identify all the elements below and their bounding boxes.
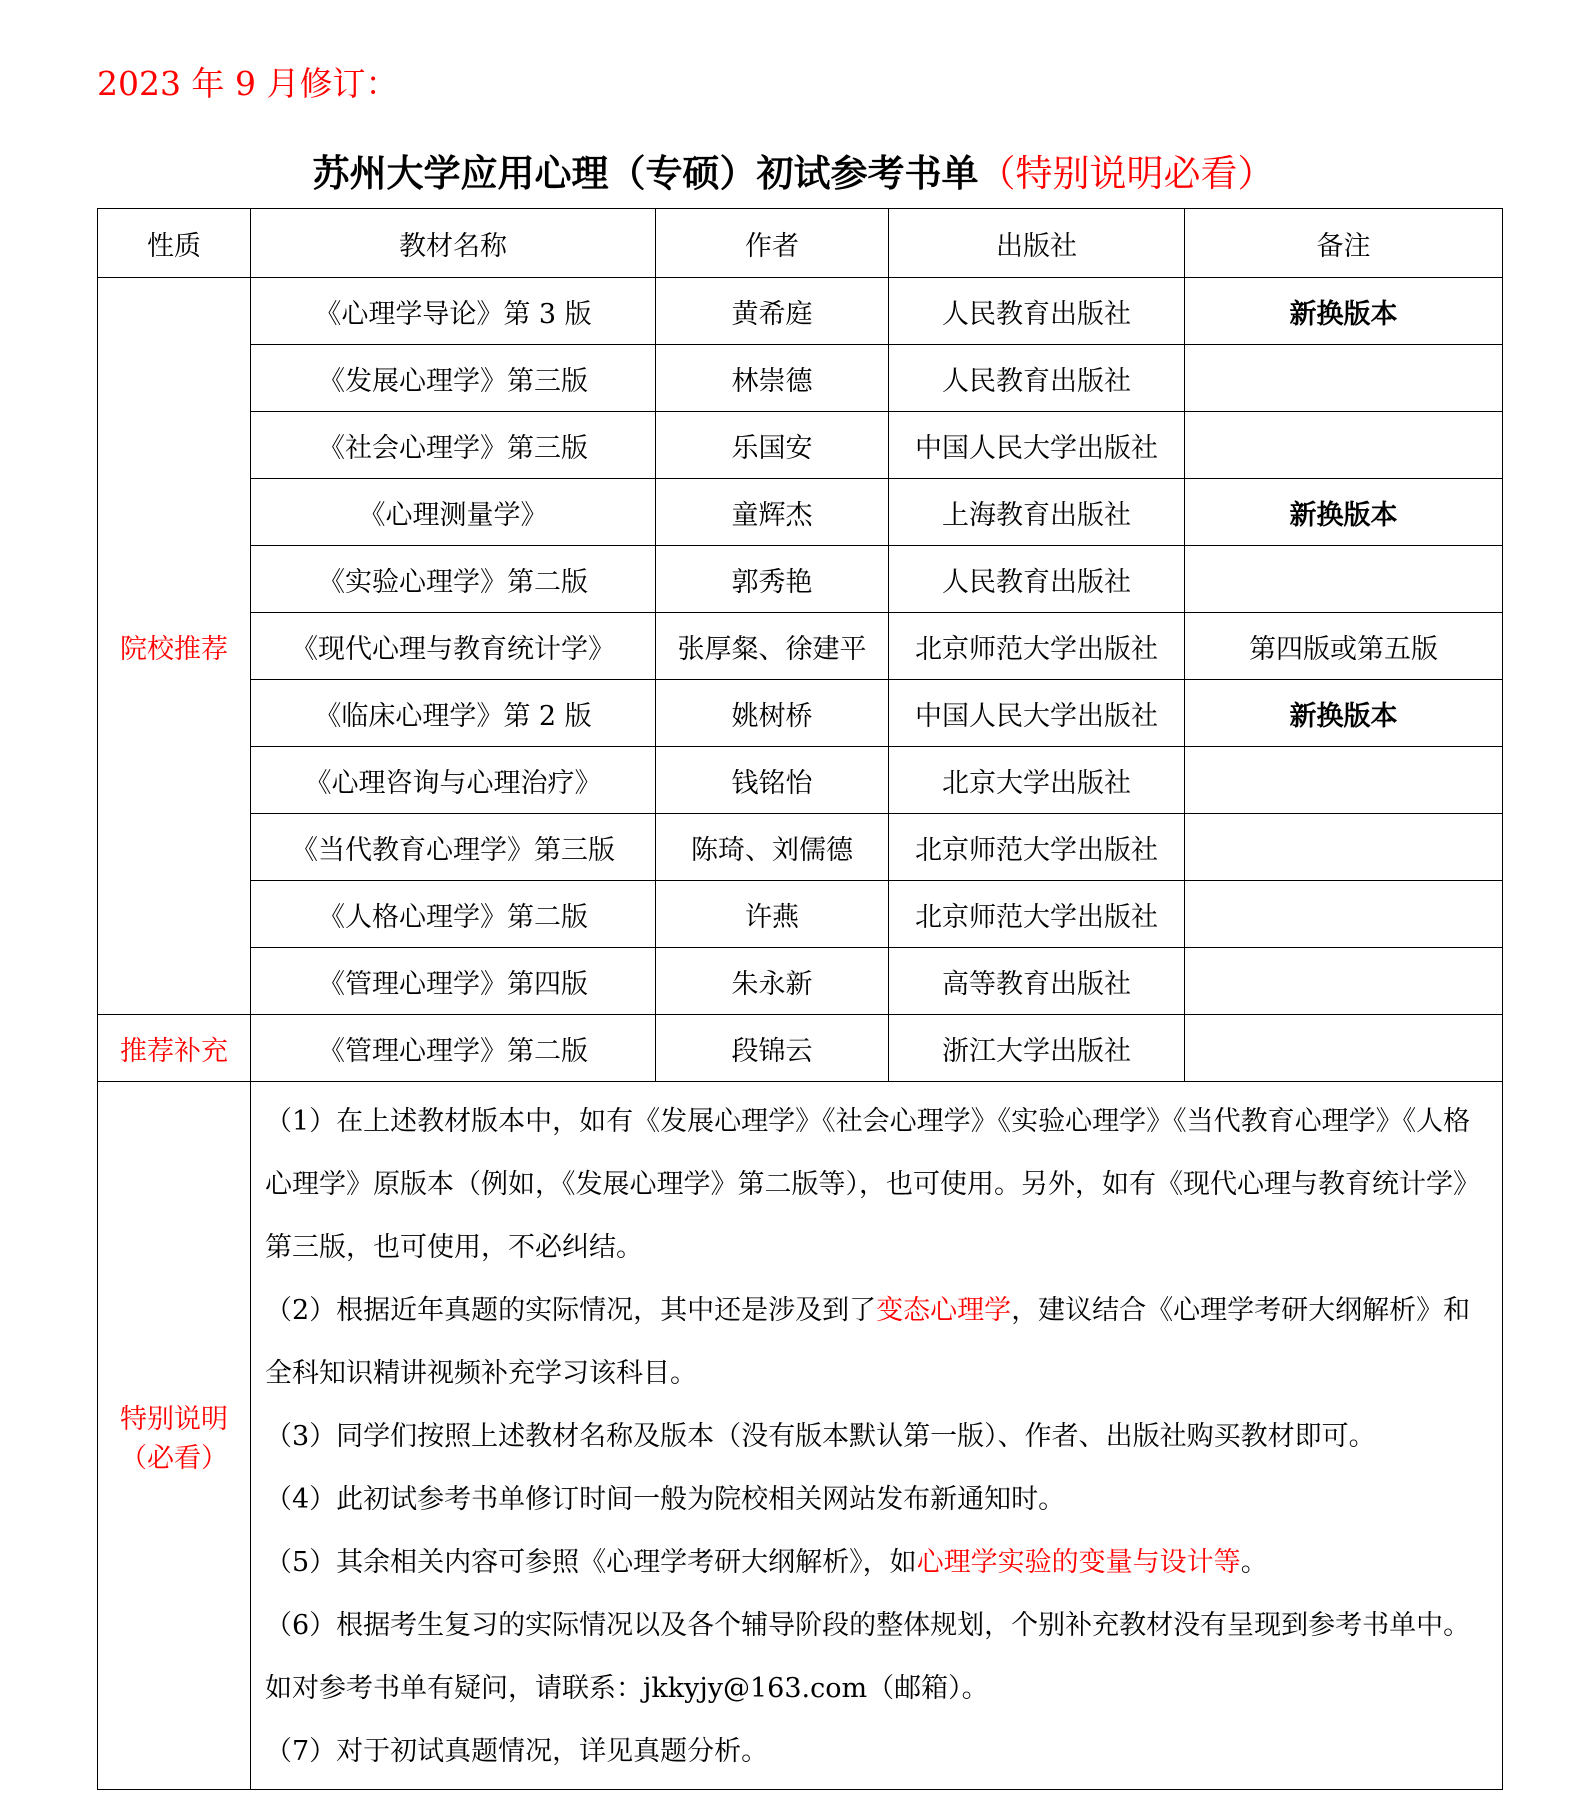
note-cell — [1185, 881, 1503, 948]
publisher-cell: 北京师范大学出版社 — [889, 881, 1185, 948]
special-notes-row — [98, 1082, 1503, 1790]
table-row — [98, 345, 1503, 412]
book-list-table — [97, 208, 1503, 1790]
category-cell: 院校推荐 — [98, 278, 251, 1015]
publisher-cell: 人民教育出版社 — [889, 278, 1185, 345]
special-category-sub: （必看） — [120, 1442, 228, 1474]
header-publisher: 出版社 — [889, 209, 1185, 278]
note-5-text: （5）其余相关内容可参照《心理学考研大纲解析》，如 — [265, 1547, 917, 1578]
table-row — [98, 747, 1503, 814]
book-cell: 《社会心理学》第三版 — [251, 412, 656, 479]
book-cell: 《人格心理学》第二版 — [251, 881, 656, 948]
book-cell: 《当代教育心理学》第三版 — [251, 814, 656, 881]
note-5-text-end: 。 — [1240, 1547, 1268, 1578]
page-title — [0, 143, 1587, 197]
table-row — [98, 479, 1503, 546]
book-cell: 《心理学导论》第 3 版 — [251, 278, 656, 345]
author-cell: 林崇德 — [656, 345, 889, 412]
note-2-text: （2）根据近年真题的实际情况，其中还是涉及到了 — [265, 1295, 877, 1326]
publisher-cell: 高等教育出版社 — [889, 948, 1185, 1015]
note-cell: 新换版本 — [1185, 680, 1503, 747]
book-cell: 《心理测量学》 — [251, 479, 656, 546]
author-cell: 张厚粲、徐建平 — [656, 613, 889, 680]
publisher-cell: 人民教育出版社 — [889, 546, 1185, 613]
title-main: 苏州大学应用心理（专硕）初试参考书单 — [312, 152, 979, 195]
header-author: 作者 — [656, 209, 889, 278]
publisher-cell: 中国人民大学出版社 — [889, 680, 1185, 747]
publisher-cell: 北京大学出版社 — [889, 747, 1185, 814]
publisher-cell: 上海教育出版社 — [889, 479, 1185, 546]
note-cell: 新换版本 — [1185, 479, 1503, 546]
note-cell — [1185, 546, 1503, 613]
author-cell: 许燕 — [656, 881, 889, 948]
table-row — [98, 948, 1503, 1015]
note-3: （3）同学们按照上述教材名称及版本（没有版本默认第一版）、作者、出版社购买教材即可。 — [265, 1421, 1376, 1452]
header-book: 教材名称 — [251, 209, 656, 278]
table-row — [98, 412, 1503, 479]
author-cell: 郭秀艳 — [656, 546, 889, 613]
category-cell: 推荐补充 — [98, 1015, 251, 1082]
publisher-cell: 浙江大学出版社 — [889, 1015, 1185, 1082]
book-cell: 《实验心理学》第二版 — [251, 546, 656, 613]
table-row — [98, 881, 1503, 948]
author-cell: 黄希庭 — [656, 278, 889, 345]
publisher-cell: 北京师范大学出版社 — [889, 613, 1185, 680]
note-cell: 第四版或第五版 — [1185, 613, 1503, 680]
publisher-cell: 人民教育出版社 — [889, 345, 1185, 412]
table-row — [98, 278, 1503, 345]
book-cell: 《心理咨询与心理治疗》 — [251, 747, 656, 814]
table-row — [98, 546, 1503, 613]
table-row — [98, 1015, 1503, 1082]
title-suffix: （特别说明必看） — [978, 152, 1275, 195]
author-cell: 段锦云 — [656, 1015, 889, 1082]
note-6: （6）根据考生复习的实际情况以及各个辅导阶段的整体规划，个别补充教材没有呈现到参考书单中。如对参考书单有疑问，请联系：jkkyjy@163.com（邮箱）。 — [265, 1610, 1471, 1704]
note-7: （7）对于初试真题情况，详见真题分析。 — [265, 1736, 769, 1767]
author-cell: 朱永新 — [656, 948, 889, 1015]
publisher-cell: 北京师范大学出版社 — [889, 814, 1185, 881]
note-cell — [1185, 345, 1503, 412]
author-cell: 陈琦、刘儒德 — [656, 814, 889, 881]
note-cell — [1185, 747, 1503, 814]
note-cell — [1185, 1015, 1503, 1082]
header-row — [98, 209, 1503, 278]
book-cell: 《管理心理学》第二版 — [251, 1015, 656, 1082]
book-cell: 《临床心理学》第 2 版 — [251, 680, 656, 747]
note-cell — [1185, 814, 1503, 881]
header-note: 备注 — [1185, 209, 1503, 278]
note-cell: 新换版本 — [1185, 278, 1503, 345]
note-2 — [265, 1279, 1490, 1405]
table-row — [98, 613, 1503, 680]
note-5-highlight: 心理学实验的变量与设计等 — [916, 1547, 1241, 1578]
header-type: 性质 — [98, 209, 251, 278]
special-category-label: 特别说明 — [120, 1403, 228, 1435]
note-4: （4）此初试参考书单修订时间一般为院校相关网站发布新通知时。 — [265, 1484, 1066, 1515]
note-1: （1）在上述教材版本中，如有《发展心理学》《社会心理学》《实验心理学》《当代教育心理学》《人格心理学》原版本（例如，《发展心理学》第二版等），也可使用。另外，如有《现代心理与教育统计学》第三版，也可使用，不必纠结。 — [265, 1106, 1480, 1263]
author-cell: 乐国安 — [656, 412, 889, 479]
note-cell — [1185, 948, 1503, 1015]
note-2-highlight: 变态心理学 — [876, 1295, 1012, 1326]
table-row — [98, 814, 1503, 881]
book-cell: 《管理心理学》第四版 — [251, 948, 656, 1015]
book-cell: 《现代心理与教育统计学》 — [251, 613, 656, 680]
special-notes — [251, 1082, 1503, 1790]
note-cell — [1185, 412, 1503, 479]
author-cell: 童辉杰 — [656, 479, 889, 546]
note-5 — [265, 1531, 1490, 1594]
special-category — [98, 1082, 251, 1790]
author-cell: 钱铭怡 — [656, 747, 889, 814]
author-cell: 姚树桥 — [656, 680, 889, 747]
publisher-cell: 中国人民大学出版社 — [889, 412, 1185, 479]
note-2-text-end: ，建议结合《心理学考研大纲解析》和全科知识精讲视频补充学习该科目。 — [265, 1295, 1471, 1389]
table-row — [98, 680, 1503, 747]
book-cell: 《发展心理学》第三版 — [251, 345, 656, 412]
revision-date: 2023 年 9 月修订： — [97, 64, 399, 103]
